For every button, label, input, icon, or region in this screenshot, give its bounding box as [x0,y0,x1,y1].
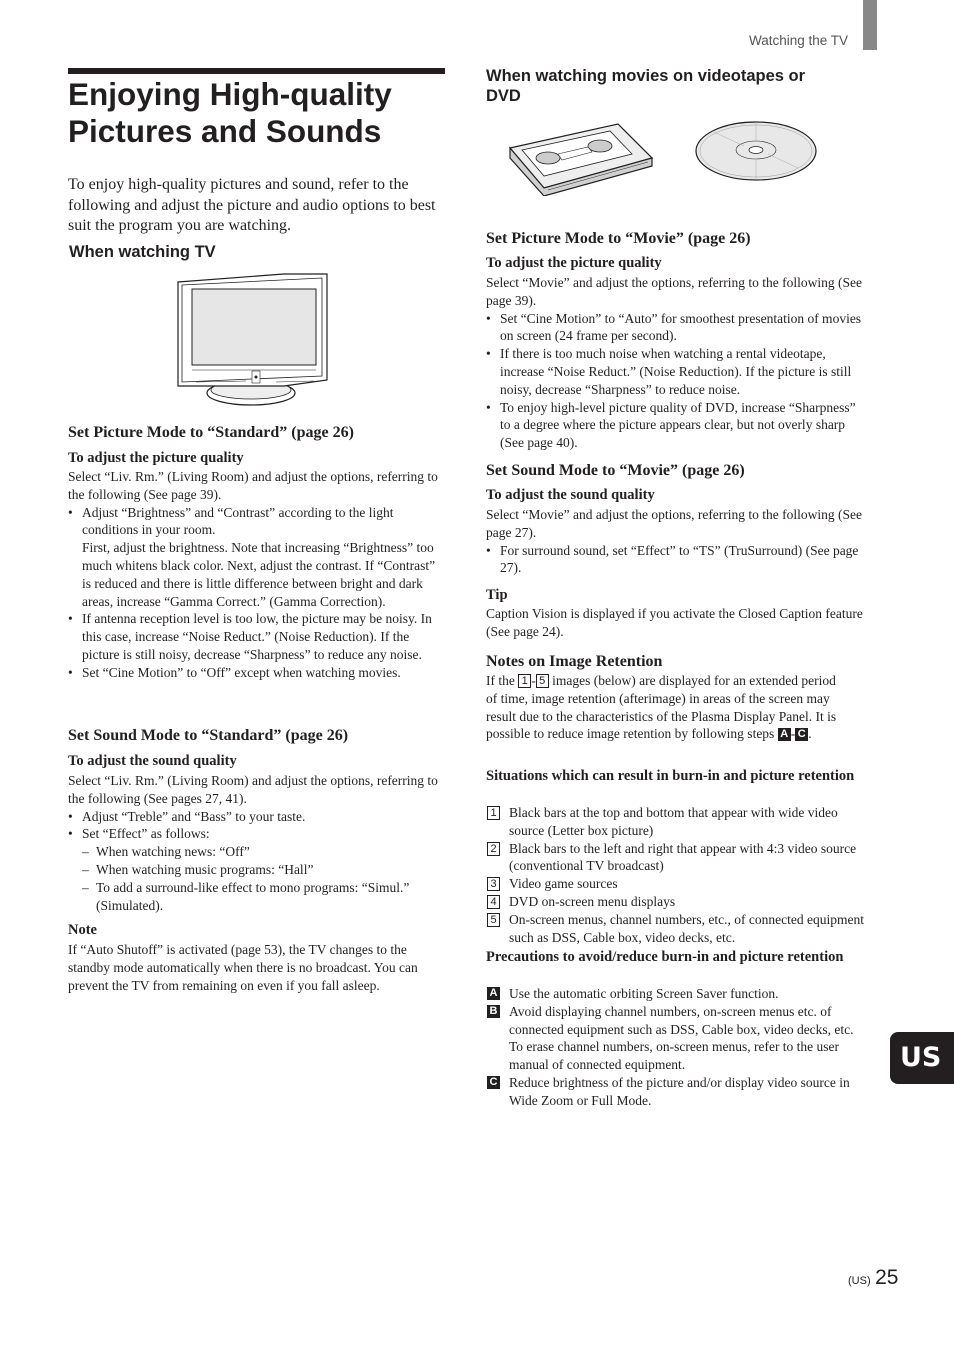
dvd-illustration [694,120,818,182]
videotape-illustration [508,120,654,196]
movies-heading [486,66,846,106]
list-item: 2 Black bars to the left and right that appear with 4:3 video source (conventional TV broadcast) [486,840,864,876]
tip-text: Caption Vision is displayed if you activate the Closed Caption feature (See page 24). [486,606,863,639]
page-number: (US) 25 [848,1266,899,1289]
title-rule [68,68,445,74]
movie-picture-intro: Select “Movie” and adjust the options, referring to the following (See page 39). [486,275,863,308]
movie-sound-sub: To adjust the sound quality [486,487,655,503]
list-item: – To add a surround-like effect to mono programs: “Simul.” (Simulated). [82,879,446,915]
precautions-list [486,985,864,1110]
tv-illustration [176,272,330,408]
list-item: • If there is too much noise when watching a rental videotape, increase “Noise Reduct.” (Noise Reduction). If the picture is still noisy, decrease “Sharpness” to reduce noise. [486,345,864,398]
list-item: – When watching music programs: “Hall” [82,861,446,879]
movie-sound-block [486,506,864,577]
list-item: B Avoid displaying channel numbers, on-screen menus etc. of connected equipment such as DSS, Cable box, video decks, etc. To erase channel numbers, on-screen menus, refer to the user manual of connected equipment. [486,1003,864,1074]
tv-sound-heading: Set Sound Mode to “Standard” (page 26) [68,727,349,744]
retention-heading: Notes on Image Retention [486,653,663,670]
list-item: • To enjoy high-level picture quality of DVD, increase “Sharpness” to a degree where the picture appears clear, but not overly sharp (See page 40). [486,399,864,452]
precautions-heading: Precautions to avoid/reduce burn-in and picture retention [486,949,844,965]
tv-heading: When watching TV [69,243,216,261]
tv-sound-block [68,772,446,914]
retention-intro: If the 1 - 5 images (below) are displayed for an extended period of time, image retention (afterimage) in areas of the screen may result due to the characteristics of the Plasma Display Panel. It is possible to reduce image retention by following steps A - C . [486,673,837,742]
situations-list [486,804,864,946]
header-bar [863,0,877,50]
tv-picture-intro: Select “Liv. Rm.” (Living Room) and adjust the options, referring to the following (See page 39). [68,469,438,502]
tv-sound-sub: To adjust the sound quality [68,753,237,769]
note-heading: Note [68,922,97,938]
movie-picture-sub: To adjust the picture quality [486,255,662,271]
list-item: 5 On-screen menus, channel numbers, etc., of connected equipment such as DSS, Cable box, video decks, etc. [486,911,864,947]
movie-sound-heading: Set Sound Mode to “Movie” (page 26) [486,462,745,479]
list-item: C Reduce brightness of the picture and/or display video source in Wide Zoom or Full Mode. [486,1074,864,1110]
movie-picture-block [486,274,864,452]
intro-text: To enjoy high-quality pictures and sound, refer to the following and adjust the picture and audio options to best suit the program you are watching. [68,176,436,234]
situations-heading: Situations which can result in burn-in and picture retention [486,768,855,784]
movie-picture-heading: Set Picture Mode to “Movie” (page 26) [486,230,751,247]
movies-heading-line2: DVD [486,87,521,105]
list-item: 1 Black bars at the top and bottom that appear with wide video source (Letter box picture) [486,804,864,840]
list-item: • Set “Effect” as follows: [68,825,446,843]
page-title: Enjoying High-quality Pictures and Sounds [68,76,392,149]
list-item: • For surround sound, set “Effect” to “TS” (TruSurround) (See page 27). [486,542,864,578]
tv-sound-intro: Select “Liv. Rm.” (Living Room) and adjust the options, referring to the following (See pages 27, 41). [68,773,438,806]
tv-picture-heading: Set Picture Mode to “Standard” (page 26) [68,424,354,441]
list-item: – When watching news: “Off” [82,843,446,861]
movies-heading-line1: When watching movies on videotapes or [486,67,806,85]
region-tab: US [890,1032,954,1084]
list-item: • Adjust “Treble” and “Bass” to your taste. [68,808,446,826]
list-item: 3 Video game sources [486,875,864,893]
list-item: • Set “Cine Motion” to “Off” except when watching movies. [68,664,446,682]
tv-picture-sub: To adjust the picture quality [68,450,244,466]
note-text: If “Auto Shutoff” is activated (page 53), the TV changes to the standby mode automatically when there is no broadcast. You can prevent the TV from remaining on even if you fall asleep. [68,942,418,993]
movie-sound-intro: Select “Movie” and adjust the options, referring to the following (See page 27). [486,507,863,540]
running-header: Watching the TV [749,33,849,48]
list-item: • Adjust “Brightness” and “Contrast” according to the light conditions in your room. First, adjust the brightness. Note that increasing “Brightness” too much whitens black color. Next, adjust the contrast. If “Contrast” is reduced and there is little difference between bright and dark areas, increase “Gamma Correct.” (Gamma Correction). [68,504,446,611]
list-item: 4 DVD on-screen menu displays [486,893,864,911]
tip-heading: Tip [486,587,508,603]
tv-picture-block [68,468,446,682]
list-item: • Set “Cine Motion” to “Auto” for smoothest presentation of movies on screen (24 frame per second). [486,310,864,346]
bullet-continuation: First, adjust the brightness. Note that increasing “Brightness” too much whitens black color. Next, adjust the contrast. If “Contrast” is reduced and there is little difference between bright and dark areas, increase “Gamma Correct.” (Gamma Correction). [82,540,436,609]
list-item: • If antenna reception level is too low, the picture may be noisy. In this case, increase “Noise Reduct.” (Noise Reduction). If the picture is still noisy, decrease “Sharpness” to reduce any noise. [68,610,446,663]
list-item: A Use the automatic orbiting Screen Saver function. [486,985,864,1003]
